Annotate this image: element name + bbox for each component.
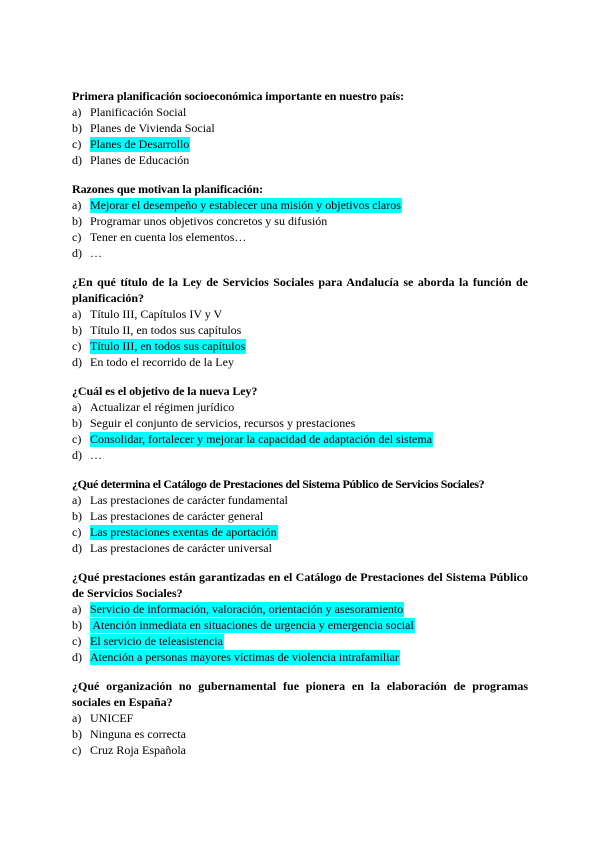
option-item: [72, 354, 528, 370]
option-list: [72, 306, 528, 370]
option-item: [72, 213, 528, 229]
option-text: El servicio de teleasistencia: [90, 634, 223, 648]
option-text: Atención inmediata en situaciones de urgencia y emergencia social: [90, 618, 414, 632]
option-text: Ninguna es correcta: [90, 727, 186, 741]
option-letter: c): [72, 137, 82, 151]
option-item: [72, 338, 528, 354]
option-item: [72, 136, 528, 152]
option-item: [72, 508, 528, 524]
question-text: ¿Qué organización no gubernamental fue pionera en la elaboración de programas sociales en España?: [72, 679, 528, 709]
option-letter: a): [72, 493, 82, 507]
option-item: [72, 431, 528, 447]
option-item: [72, 104, 528, 120]
option-list: [72, 492, 528, 556]
option-letter: d): [72, 541, 82, 555]
option-text: Consolidar, fortalecer y mejorar la capacidad de adaptación del sistema: [90, 432, 433, 446]
option-text: Mejorar el desempeño y establecer una misión y objetivos claros: [90, 198, 401, 212]
option-text: Las prestaciones exentas de aportación: [90, 525, 277, 539]
option-item: [72, 415, 528, 431]
option-text: Seguir el conjunto de servicios, recursos y prestaciones: [90, 416, 356, 430]
option-item: [72, 492, 528, 508]
option-item: [72, 229, 528, 245]
option-text: Cruz Roja Española: [90, 743, 186, 757]
option-text: Planes de Vivienda Social: [90, 121, 215, 135]
question-text: ¿En qué título de la Ley de Servicios Sociales para Andalucía se aborda la función de planificación?: [72, 275, 528, 305]
option-letter: c): [72, 432, 82, 446]
option-text: …: [90, 246, 102, 260]
option-letter: d): [72, 246, 82, 260]
question-text: Primera planificación socioeconómica importante en nuestro país:: [72, 89, 405, 103]
option-item: [72, 710, 528, 726]
option-letter: b): [72, 618, 82, 632]
option-text: Las prestaciones de carácter general: [90, 509, 264, 523]
option-text: Planes de Educación: [90, 153, 190, 167]
option-text: Atención a personas mayores víctimas de violencia intrafamiliar: [90, 650, 399, 664]
option-letter: b): [72, 509, 82, 523]
question-6: [72, 569, 528, 665]
option-text: Título III, Capítulos IV y V: [90, 307, 223, 321]
option-text: Planificación Social: [90, 105, 187, 119]
option-text: Programar unos objetivos concretos y su difusión: [90, 214, 328, 228]
option-letter: d): [72, 153, 82, 167]
option-item: [72, 245, 528, 261]
option-letter: a): [72, 198, 82, 212]
option-item: [72, 447, 528, 463]
option-text: …: [90, 448, 102, 462]
option-item: [72, 601, 528, 617]
option-letter: c): [72, 634, 82, 648]
option-letter: a): [72, 711, 82, 725]
option-letter: a): [72, 602, 82, 616]
option-item: [72, 152, 528, 168]
question-7: [72, 678, 528, 758]
option-letter: b): [72, 121, 82, 135]
option-letter: b): [72, 727, 82, 741]
option-text: Las prestaciones de carácter fundamental: [90, 493, 288, 507]
option-letter: d): [72, 448, 82, 462]
option-text: Actualizar el régimen jurídico: [90, 400, 235, 414]
option-list: [72, 197, 528, 261]
option-item: [72, 120, 528, 136]
option-letter: b): [72, 214, 82, 228]
option-letter: a): [72, 400, 82, 414]
quiz-content: [72, 88, 528, 771]
option-item: [72, 617, 528, 633]
option-item: [72, 197, 528, 213]
option-text: Las prestaciones de carácter universal: [90, 541, 272, 555]
question-3: [72, 274, 528, 370]
option-item: [72, 399, 528, 415]
option-text: Servicio de información, valoración, orientación y asesoramiento: [90, 602, 404, 616]
option-item: [72, 306, 528, 322]
option-text: En todo el recorrido de la Ley: [90, 355, 234, 369]
option-text: UNICEF: [90, 711, 134, 725]
option-letter: c): [72, 525, 82, 539]
option-text: Tener en cuenta los elementos…: [90, 230, 247, 244]
option-text: Título II, en todos sus capítulos: [90, 323, 242, 337]
option-letter: a): [72, 307, 82, 321]
question-2: [72, 181, 528, 261]
option-letter: d): [72, 355, 82, 369]
option-letter: d): [72, 650, 82, 664]
question-text: ¿Cuál es el objetivo de la nueva Ley?: [72, 384, 258, 398]
option-list: [72, 710, 528, 758]
option-letter: c): [72, 339, 82, 353]
option-letter: c): [72, 230, 82, 244]
option-letter: b): [72, 416, 82, 430]
option-item: [72, 524, 528, 540]
option-letter: c): [72, 743, 82, 757]
option-list: [72, 399, 528, 463]
question-text: ¿Qué prestaciones están garantizadas en el Catálogo de Prestaciones del Sistema Público de Servicios Sociales?: [72, 570, 528, 600]
option-item: [72, 742, 528, 758]
option-list: [72, 601, 528, 665]
question-4: [72, 383, 528, 463]
option-text: Título III, en todos sus capítulos: [90, 339, 246, 353]
option-letter: a): [72, 105, 82, 119]
question-1: [72, 88, 528, 168]
option-text: Planes de Desarrollo: [90, 137, 190, 151]
option-item: [72, 540, 528, 556]
option-list: [72, 104, 528, 168]
question-text: Razones que motivan la planificación:: [72, 182, 263, 196]
option-item: [72, 726, 528, 742]
option-item: [72, 649, 528, 665]
option-item: [72, 633, 528, 649]
question-5: [72, 476, 528, 556]
option-item: [72, 322, 528, 338]
question-text: ¿Qué determina el Catálogo de Prestaciones del Sistema Público de Servicios Sociales?: [72, 477, 485, 491]
option-letter: b): [72, 323, 82, 337]
